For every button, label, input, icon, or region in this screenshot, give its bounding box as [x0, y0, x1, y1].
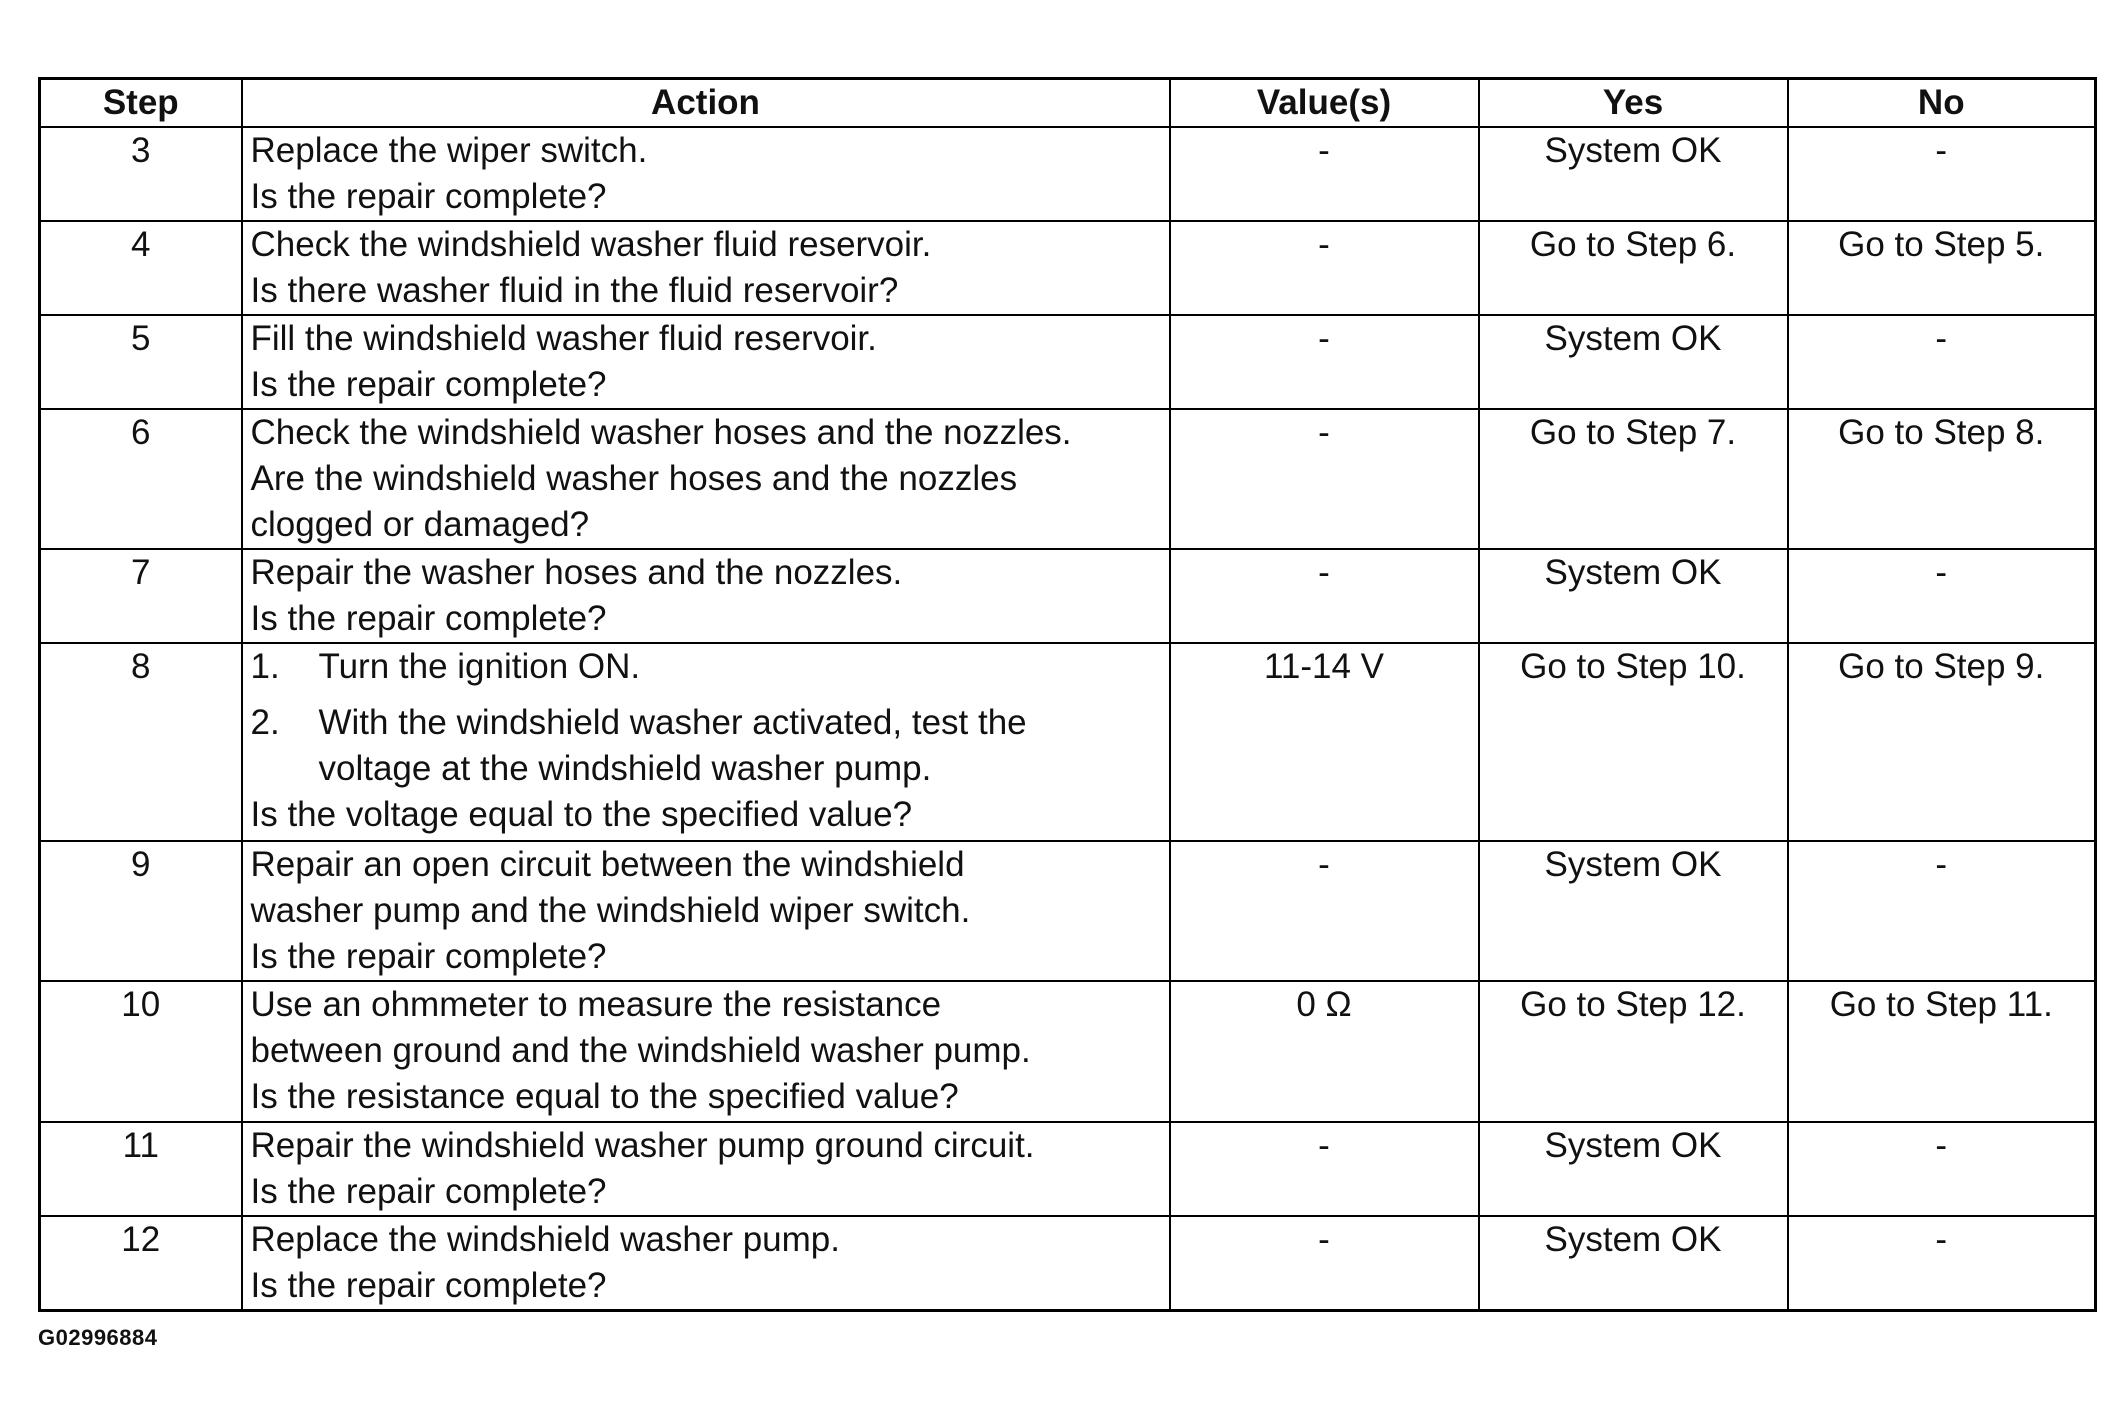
action-line: Is the repair complete?: [250, 1172, 607, 1211]
step-number: 9: [40, 841, 242, 981]
no-cell: -: [1788, 1122, 2096, 1216]
action-cell: [242, 409, 1170, 549]
table-row: [40, 841, 2096, 981]
step-number: 6: [40, 409, 242, 549]
substep-item: [251, 700, 1161, 792]
action-line: Is the repair complete?: [250, 937, 607, 976]
value-cell: -: [1170, 127, 1479, 221]
value-cell: -: [1170, 549, 1479, 643]
yes-cell: System OK: [1479, 1216, 1788, 1311]
value-cell: -: [1170, 1216, 1479, 1311]
action-line: between ground and the windshield washer pump.: [250, 1031, 1031, 1070]
substep-line: With the windshield washer activated, test the: [318, 703, 1027, 742]
table-row: [40, 127, 2096, 221]
table-row: [40, 549, 2096, 643]
value-cell: 0 Ω: [1170, 981, 1479, 1122]
no-cell: Go to Step 5.: [1788, 221, 2096, 315]
action-cell: [242, 221, 1170, 315]
figure-id: G02996884: [38, 1325, 158, 1350]
action-line: Check the windshield washer hoses and the nozzles.: [250, 413, 1072, 452]
diagnostic-table-container: [38, 77, 2094, 1312]
substep-number: 1.: [250, 647, 280, 686]
header-yes: Yes: [1479, 79, 1788, 128]
table-row: [40, 1216, 2096, 1311]
table-row: [40, 221, 2096, 315]
value-cell: -: [1170, 1122, 1479, 1216]
action-line: Repair an open circuit between the windshield: [250, 845, 965, 884]
table-row: [40, 315, 2096, 409]
step-number: 3: [40, 127, 242, 221]
table-row: [40, 643, 2096, 841]
no-cell: Go to Step 11.: [1788, 981, 2096, 1122]
no-cell: -: [1788, 127, 2096, 221]
action-line: Is the resistance equal to the specified value?: [250, 1077, 959, 1116]
table-row: [40, 1122, 2096, 1216]
step-number: 12: [40, 1216, 242, 1311]
value-cell: -: [1170, 221, 1479, 315]
header-step: Step: [40, 79, 242, 128]
action-line: Repair the windshield washer pump ground circuit.: [250, 1126, 1035, 1165]
substep-line: voltage at the windshield washer pump.: [318, 749, 932, 788]
yes-cell: Go to Step 7.: [1479, 409, 1788, 549]
substep-item: [251, 644, 1161, 690]
action-line: washer pump and the windshield wiper switch.: [250, 891, 971, 930]
action-line: Is the repair complete?: [250, 1266, 607, 1305]
action-line: Replace the windshield washer pump.: [250, 1220, 840, 1259]
action-cell: [242, 1122, 1170, 1216]
no-cell: -: [1788, 841, 2096, 981]
step-number: 8: [40, 643, 242, 841]
yes-cell: Go to Step 12.: [1479, 981, 1788, 1122]
no-cell: -: [1788, 315, 2096, 409]
action-line: Fill the windshield washer fluid reservoir.: [250, 319, 877, 358]
action-cell: [242, 981, 1170, 1122]
step-number: 7: [40, 549, 242, 643]
step-number: 4: [40, 221, 242, 315]
action-line: Use an ohmmeter to measure the resistance: [250, 985, 942, 1024]
value-cell: -: [1170, 315, 1479, 409]
action-cell: [242, 1216, 1170, 1311]
yes-cell: System OK: [1479, 549, 1788, 643]
value-cell: 11-14 V: [1170, 643, 1479, 841]
step-number: 11: [40, 1122, 242, 1216]
substep-line: Turn the ignition ON.: [318, 647, 641, 686]
action-cell: [242, 127, 1170, 221]
header-no: No: [1788, 79, 2096, 128]
yes-cell: Go to Step 6.: [1479, 221, 1788, 315]
action-cell: [242, 841, 1170, 981]
action-line: Is the repair complete?: [250, 177, 607, 216]
action-line: clogged or damaged?: [250, 505, 590, 544]
yes-cell: System OK: [1479, 841, 1788, 981]
action-line: Replace the wiper switch.: [250, 131, 648, 170]
diagnostic-table: [38, 77, 2097, 1312]
substep-number: 2.: [250, 703, 280, 742]
yes-cell: System OK: [1479, 127, 1788, 221]
action-line: Are the windshield washer hoses and the nozzles: [250, 459, 1018, 498]
action-cell: [242, 315, 1170, 409]
no-cell: -: [1788, 1216, 2096, 1311]
no-cell: Go to Step 9.: [1788, 643, 2096, 841]
substep-list: [251, 644, 1161, 792]
header-action: Action: [242, 79, 1170, 128]
yes-cell: System OK: [1479, 315, 1788, 409]
no-cell: Go to Step 8.: [1788, 409, 2096, 549]
table-header-row: [40, 79, 2096, 128]
yes-cell: Go to Step 10.: [1479, 643, 1788, 841]
step-number: 10: [40, 981, 242, 1122]
table-row: [40, 981, 2096, 1122]
action-line: Is the repair complete?: [250, 599, 607, 638]
action-line: Is the repair complete?: [250, 365, 607, 404]
action-line: Repair the washer hoses and the nozzles.: [250, 553, 903, 592]
header-values: Value(s): [1170, 79, 1479, 128]
value-cell: -: [1170, 409, 1479, 549]
value-cell: -: [1170, 841, 1479, 981]
action-line: Is there washer fluid in the fluid reservoir?: [250, 271, 899, 310]
action-line: Check the windshield washer fluid reservoir.: [250, 225, 932, 264]
table-row: [40, 409, 2096, 549]
action-cell: [242, 549, 1170, 643]
step-number: 5: [40, 315, 242, 409]
action-question: Is the voltage equal to the specified value?: [250, 795, 913, 834]
action-cell: [242, 643, 1170, 841]
yes-cell: System OK: [1479, 1122, 1788, 1216]
no-cell: -: [1788, 549, 2096, 643]
